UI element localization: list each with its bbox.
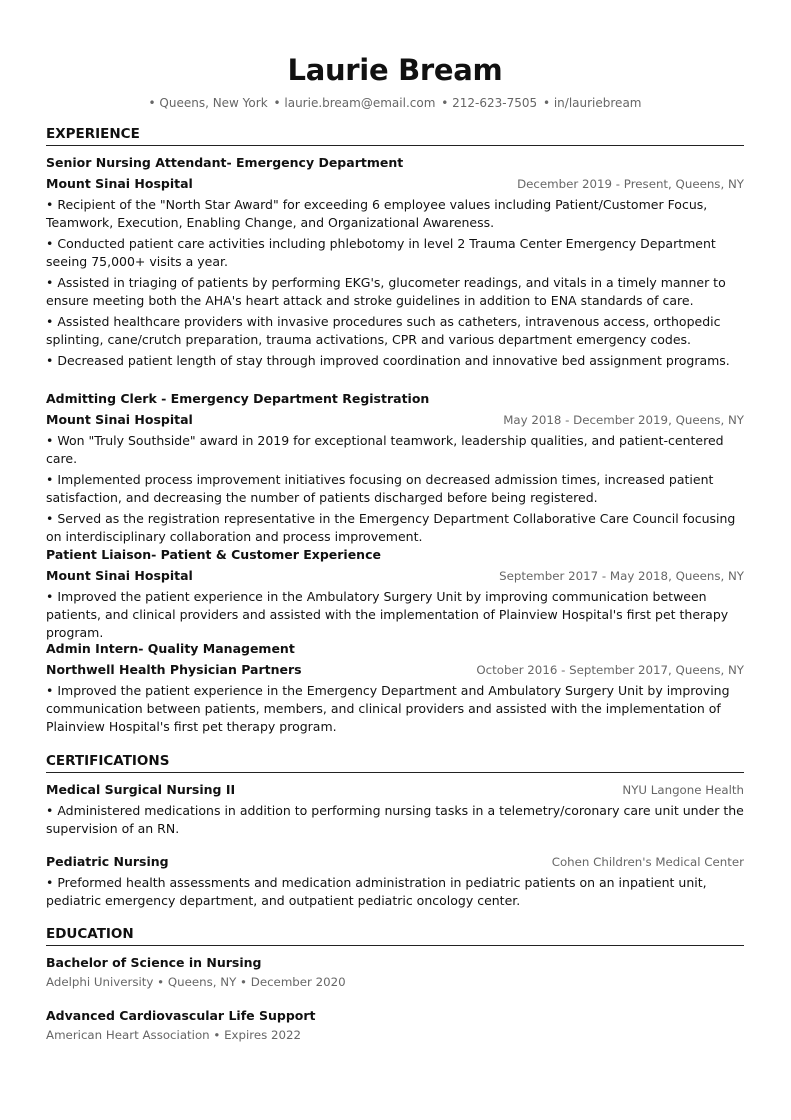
contact-phone: • 212-623-7505: [441, 96, 538, 110]
degree-title: Bachelor of Science in Nursing: [46, 955, 262, 970]
job-bullet: • Served as the registration representative in the Emergency Department Collaborative Care Council focusing on interdisciplinary collaboration and process improvement.: [46, 511, 736, 544]
job-bullet: • Won "Truly Southside" award in 2019 for exceptional teamwork, leadership qualities, and patient-centered care.: [46, 433, 724, 466]
employer: Northwell Health Physician Partners: [46, 662, 302, 677]
experience-entry-1: [46, 154, 744, 370]
employer: Mount Sinai Hospital: [46, 412, 193, 427]
education-entry-1: [46, 954, 744, 990]
job-bullet: • Assisted healthcare providers with invasive procedures such as catheters, intravenous access, orthopedic splinting, cane/crutch preparation, trauma activations, CPR and various department emergency codes.: [46, 314, 721, 347]
job-title: Admin Intern- Quality Management: [46, 641, 295, 656]
education-entry-2: [46, 1007, 744, 1043]
employer: Mount Sinai Hospital: [46, 568, 193, 583]
contact-linkedin: • in/lauriebream: [542, 96, 642, 110]
job-bullet: • Implemented process improvement initiatives focusing on decreased admission times, increased patient satisfaction, and decreasing the number of patients discharged before being registered.: [46, 472, 714, 505]
certification-title: Medical Surgical Nursing II: [46, 782, 236, 797]
job-bullet: • Improved the patient experience in the Ambulatory Surgery Unit by improving communication between patients, and clinical providers and assisted with the implementation of Plainview Hospital's first pet therapy program.: [46, 589, 729, 640]
certification-bullet: • Administered medications in addition to performing nursing tasks in a telemetry/coronary care unit under the supervision of an RN.: [46, 803, 744, 836]
experience-entry-2: [46, 390, 744, 546]
job-dates-location: October 2016 - September 2017, Queens, NY: [476, 663, 744, 677]
contact-email: • laurie.bream@email.com: [273, 96, 436, 110]
job-title: Admitting Clerk - Emergency Department Registration: [46, 391, 430, 406]
experience-entry-3: [46, 546, 744, 642]
experience-section: [46, 126, 744, 146]
degree-details: American Heart Association • Expires 2022: [46, 1028, 302, 1042]
job-title: Patient Liaison- Patient & Customer Experience: [46, 547, 381, 562]
certifications-section: [46, 753, 744, 773]
contact-line: [46, 96, 744, 111]
job-bullet: • Conducted patient care activities including phlebotomy in level 2 Trauma Center Emergency Department seeing 75,000+ visits a year.: [46, 236, 716, 269]
certification-entry-2: [46, 853, 744, 910]
job-title: Senior Nursing Attendant- Emergency Department: [46, 155, 404, 170]
job-bullet: • Assisted in triaging of patients by performing EKG's, glucometer readings, and vitals in a timely manner to ensure meeting both the AHA's heart attack and stroke guidelines in addition to ENA standards of care.: [46, 275, 726, 308]
job-dates-location: September 2017 - May 2018, Queens, NY: [499, 569, 744, 583]
experience-entry-4: [46, 640, 744, 736]
contact-location: • Queens, New York: [148, 96, 268, 110]
section-title-certifications: CERTIFICATIONS: [46, 753, 744, 773]
certification-title: Pediatric Nursing: [46, 854, 169, 869]
section-title-experience: EXPERIENCE: [46, 126, 744, 146]
education-section: [46, 926, 744, 946]
job-bullet: • Recipient of the "North Star Award" for exceeding 6 employee values including Patient/Customer Focus, Teamwork, Execution, Enabling Change, and Organizational Awareness.: [46, 197, 708, 230]
job-dates-location: December 2019 - Present, Queens, NY: [517, 177, 744, 191]
certification-bullet: • Preformed health assessments and medication administration in pediatric patients on an inpatient unit, pediatric emergency department, and outpatient pediatric oncology center.: [46, 875, 707, 908]
certification-issuer: Cohen Children's Medical Center: [551, 855, 744, 869]
job-bullet: • Decreased patient length of stay through improved coordination and innovative bed assignment programs.: [46, 353, 730, 368]
job-dates-location: May 2018 - December 2019, Queens, NY: [503, 413, 744, 427]
degree-title: Advanced Cardiovascular Life Support: [46, 1008, 316, 1023]
degree-details: Adelphi University • Queens, NY • December 2020: [46, 975, 346, 989]
job-bullet: • Improved the patient experience in the Emergency Department and Ambulatory Surgery Unit by improving communication between patients, members, and clinical providers and assisted with the implementation of Plainview Hospital's first pet therapy program.: [46, 683, 730, 734]
certification-issuer: NYU Langone Health: [622, 783, 744, 797]
employer: Mount Sinai Hospital: [46, 176, 193, 191]
candidate-name: Laurie Bream: [287, 53, 503, 87]
section-title-education: EDUCATION: [46, 926, 744, 946]
certification-entry-1: [46, 781, 744, 838]
